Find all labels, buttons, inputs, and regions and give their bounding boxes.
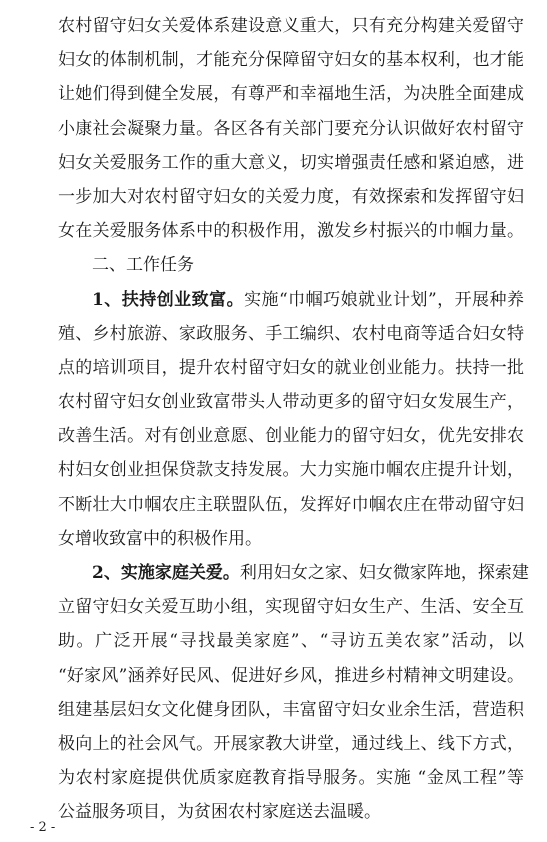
text-line: 一步加大对农村留守妇女的关爱力度，有效探索和发挥留守妇 — [58, 186, 524, 207]
text-line: 妇女的体制机制，才能充分保障留守妇女的基本权利，也才能 — [58, 50, 524, 71]
item-2-paragraph — [58, 556, 529, 830]
text-line: 妇女关爱服务工作的重大意义，切实增强责任感和紧迫感，进 — [58, 152, 524, 173]
item-2-first-line — [58, 556, 529, 590]
document-page — [58, 9, 529, 830]
text-line: 不断壮大巾帼农庄主联盟队伍，发挥好巾帼农庄在带动留守妇 — [58, 494, 524, 515]
section-heading: 二、工作任务 — [92, 255, 194, 276]
text-line: 殖、乡村旅游、家政服务、手工编织、农村电商等适合妇女特 — [58, 323, 524, 344]
item-1-first-line — [58, 283, 524, 317]
text-line: 极向上的社会风气。开展家教大讲堂，通过线上、线下方式， — [58, 733, 524, 754]
text-line: 女增收致富中的积极作用。 — [58, 528, 262, 549]
text-line: 点的培训项目，提升农村留守妇女的就业创业能力。扶持一批 — [58, 357, 524, 378]
item-2-title: 2、实施家庭关爱。 — [92, 563, 240, 583]
text-line: 小康社会凝聚力量。各区各有关部门要充分认识做好农村留守 — [58, 118, 524, 139]
page-number: - 2 - — [30, 820, 56, 835]
text-line: 农村留守妇女关爱体系建设意义重大，只有充分构建关爱留守 — [58, 16, 524, 36]
text-line: “好家风”涵养好民风、促进好乡风，推进乡村精神文明建设。 — [58, 665, 524, 686]
text-line: 改善生活。对有创业意愿、创业能力的留守妇女，优先安排农 — [58, 426, 524, 447]
text-line: 公益服务项目，为贫困农村家庭送去温暖。 — [58, 802, 381, 823]
text-line: 组建基层妇女文化健身团队，丰富留守妇女业余生活，营造积 — [58, 699, 524, 720]
text-line: 为农村家庭提供优质家庭教育指导服务。实施 “金凤工程”等 — [58, 768, 524, 789]
intro-paragraph — [58, 9, 524, 248]
item-1-title: 1、扶持创业致富。 — [92, 289, 245, 310]
text-line: 村妇女创业担保贷款支持发展。大力实施巾帼农庄提升计划， — [58, 460, 524, 481]
item-2-first-line-text: 利用妇女之家、妇女微家阵地，探索建 — [239, 563, 529, 583]
item-1-first-line-text: 实施“巾帼巧娘就业计划”，开展种养 — [244, 289, 524, 310]
text-line: 助。广泛开展“寻找最美家庭”、“寻访五美农家”活动，以 — [58, 631, 524, 652]
text-line: 让她们得到健全发展，有尊严和幸福地生活，为决胜全面建成 — [58, 84, 524, 105]
text-line: 农村留守妇女创业致富带头人带动更多的留守妇女发展生产， — [58, 392, 524, 413]
text-line: 立留守妇女关爱互助小组，实现留守妇女生产、生活、安全互 — [58, 597, 524, 618]
text-line: 女在关爱服务体系中的积极作用，激发乡村振兴的巾帼力量。 — [58, 221, 524, 242]
item-1-paragraph — [58, 283, 524, 557]
